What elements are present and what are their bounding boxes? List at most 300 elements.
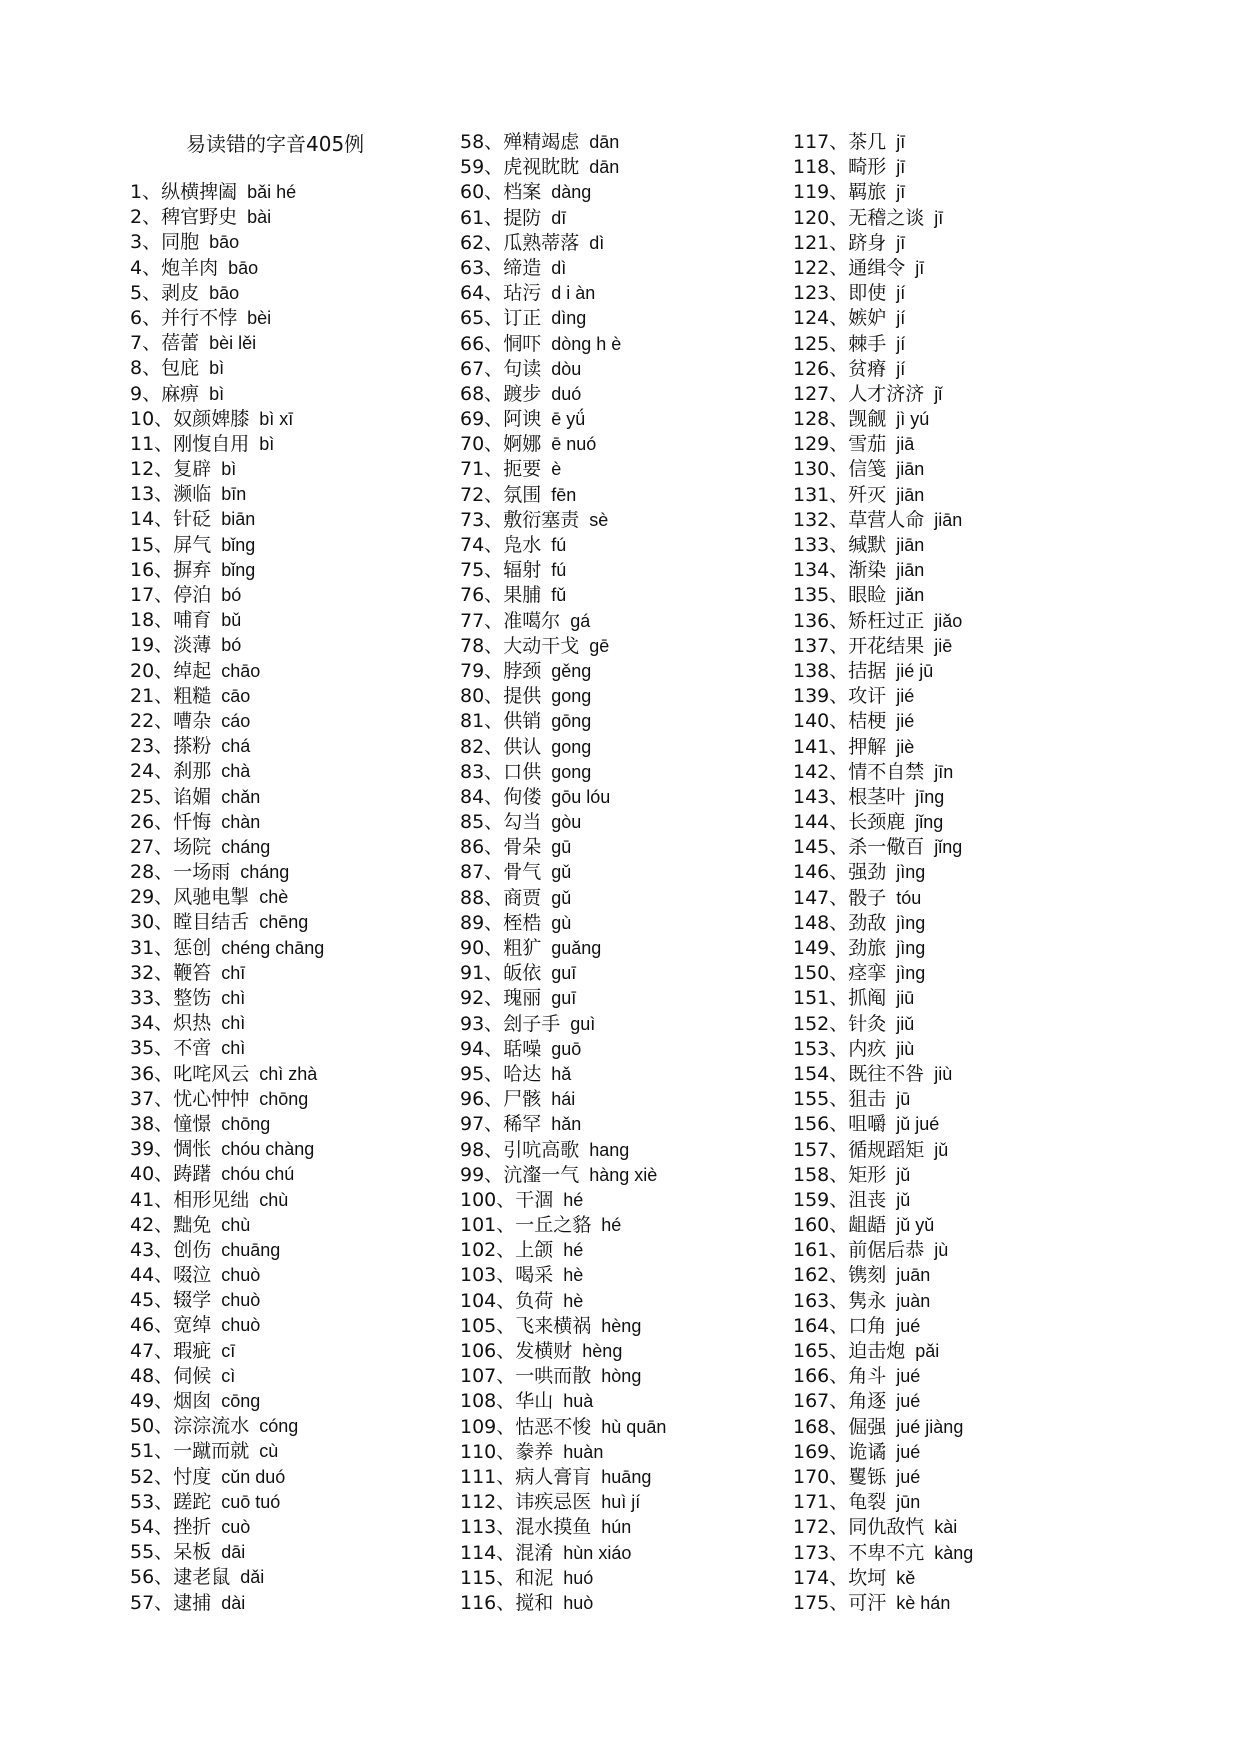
item-pinyin: bèi <box>247 307 272 328</box>
item-word: 迫击炮 <box>848 1340 906 1362</box>
list-item <box>460 659 790 684</box>
item-number: 4、 <box>130 256 162 279</box>
item-number: 170、 <box>793 1465 849 1488</box>
item-word: 和泥 <box>515 1566 554 1589</box>
list-item <box>130 1515 460 1540</box>
item-number: 163、 <box>793 1289 849 1312</box>
list-item <box>130 558 460 583</box>
item-number: 103、 <box>460 1264 516 1287</box>
item-word: 一蹴而就 <box>173 1440 250 1463</box>
item-word: 眼睑 <box>848 584 887 607</box>
list-item <box>130 1263 460 1288</box>
list-item <box>130 1238 460 1263</box>
list-item <box>793 306 1123 331</box>
item-number: 100、 <box>460 1188 516 1211</box>
list-item <box>460 508 790 533</box>
list-item <box>130 1389 460 1414</box>
item-number: 43、 <box>130 1238 174 1261</box>
list-item <box>130 608 460 633</box>
list-item <box>793 961 1123 986</box>
item-word: 矫枉过正 <box>848 609 925 632</box>
list-item <box>460 1112 790 1137</box>
item-number: 161、 <box>793 1239 849 1262</box>
item-number: 122、 <box>793 256 849 279</box>
list-item <box>460 533 790 558</box>
item-word: 伺候 <box>173 1364 212 1387</box>
item-number: 127、 <box>793 382 849 405</box>
item-pinyin: gong <box>551 686 592 707</box>
item-word: 干涸 <box>515 1188 554 1211</box>
list-item <box>130 1364 460 1389</box>
item-word: 角斗 <box>848 1365 887 1388</box>
item-word: 殚精竭虑 <box>503 131 580 153</box>
item-word: 惆怅 <box>173 1138 212 1161</box>
item-number: 82、 <box>460 735 504 758</box>
item-number: 42、 <box>130 1213 174 1236</box>
item-number: 116、 <box>460 1591 516 1614</box>
list-item <box>130 331 460 356</box>
list-item <box>130 407 460 432</box>
list-item <box>460 558 790 583</box>
item-number: 17、 <box>130 584 174 606</box>
item-number: 123、 <box>793 282 849 305</box>
list-item <box>793 684 1123 709</box>
item-number: 45、 <box>130 1289 174 1312</box>
list-item <box>130 281 460 306</box>
list-item <box>793 1415 1123 1440</box>
list-item <box>130 684 460 709</box>
item-number: 158、 <box>793 1163 849 1186</box>
list-item <box>460 1037 790 1062</box>
item-word: 棘手 <box>848 332 887 355</box>
item-number: 10、 <box>130 407 174 430</box>
list-item <box>793 1566 1123 1591</box>
item-pinyin: fú <box>551 535 567 555</box>
item-number: 11、 <box>130 432 174 455</box>
item-pinyin: jī <box>896 157 906 178</box>
item-number: 39、 <box>130 1138 174 1161</box>
column-3 <box>793 130 1123 1616</box>
item-word: 发横财 <box>515 1340 573 1362</box>
item-number: 41、 <box>130 1188 174 1211</box>
item-number: 160、 <box>793 1214 849 1237</box>
item-pinyin: guō <box>551 1038 582 1059</box>
item-word: 整饬 <box>173 987 212 1009</box>
item-pinyin: bó <box>221 585 242 605</box>
item-number: 136、 <box>793 609 849 632</box>
item-pinyin: gěng <box>551 660 592 681</box>
list-item <box>460 634 790 659</box>
item-word: 羁旅 <box>848 181 887 204</box>
item-number: 124、 <box>793 307 849 330</box>
list-item <box>130 1112 460 1137</box>
item-pinyin: chè <box>259 887 289 908</box>
item-number: 149、 <box>793 937 849 959</box>
item-pinyin: hǎn <box>551 1114 582 1135</box>
item-word: 讳疾忌医 <box>515 1491 592 1514</box>
item-number: 38、 <box>130 1112 174 1135</box>
item-number: 168、 <box>793 1415 849 1438</box>
item-pinyin: gōng <box>551 711 592 732</box>
list-item <box>793 835 1123 860</box>
item-word: 黜免 <box>173 1213 212 1236</box>
item-word: 不卑不亢 <box>848 1541 925 1564</box>
item-word: 缄默 <box>848 534 887 556</box>
item-word: 可汗 <box>848 1591 887 1614</box>
list-item <box>793 130 1123 155</box>
item-pinyin: jué <box>896 1391 921 1412</box>
item-number: 113、 <box>460 1516 516 1539</box>
item-word: 摒弃 <box>173 558 212 581</box>
item-pinyin: dòng h è <box>551 333 622 354</box>
list-item <box>793 1112 1123 1137</box>
item-number: 68、 <box>460 382 504 405</box>
list-item <box>460 886 790 911</box>
item-word: 脖颈 <box>503 659 542 682</box>
item-word: 惩创 <box>173 936 212 959</box>
item-word: 蹉跎 <box>173 1490 212 1513</box>
item-word: 稗官野史 <box>161 206 238 229</box>
list-item <box>130 734 460 759</box>
item-pinyin: jiān <box>896 560 925 581</box>
item-number: 165、 <box>793 1340 849 1362</box>
item-pinyin: fēn <box>551 484 577 505</box>
item-number: 98、 <box>460 1138 504 1161</box>
item-pinyin: fǔ <box>551 585 567 606</box>
list-item <box>793 1062 1123 1087</box>
item-word: 混水摸鱼 <box>515 1516 592 1539</box>
list-item <box>460 835 790 860</box>
item-number: 33、 <box>130 987 174 1009</box>
list-item <box>793 332 1123 357</box>
item-word: 口供 <box>503 760 542 783</box>
item-word: 供销 <box>503 710 542 733</box>
item-word: 聒噪 <box>503 1037 542 1060</box>
item-word: 呆板 <box>173 1541 212 1564</box>
item-number: 15、 <box>130 533 174 556</box>
list-item <box>460 911 790 936</box>
item-pinyin: chù <box>221 1214 251 1235</box>
item-word: 句读 <box>503 357 542 380</box>
item-pinyin: chì <box>221 1013 246 1034</box>
item-number: 23、 <box>130 735 174 758</box>
item-number: 53、 <box>130 1490 174 1513</box>
item-word: 隽永 <box>848 1289 887 1312</box>
item-word: 缔造 <box>503 256 542 279</box>
item-pinyin: cāo <box>221 685 251 706</box>
list-item <box>460 1389 790 1414</box>
list-item <box>793 1289 1123 1314</box>
item-word: 沆瀣一气 <box>503 1163 580 1186</box>
item-pinyin: bì <box>259 433 275 454</box>
item-number: 115、 <box>460 1566 516 1589</box>
item-number: 114、 <box>460 1541 516 1564</box>
item-word: 敷衍塞责 <box>503 508 580 531</box>
list-item <box>460 684 790 709</box>
item-pinyin: dài <box>221 1592 246 1613</box>
item-word: 逮捕 <box>173 1591 212 1614</box>
item-word: 骰子 <box>848 886 887 909</box>
item-pinyin: hèng <box>601 1315 642 1336</box>
item-number: 138、 <box>793 659 849 682</box>
item-number: 117、 <box>793 131 849 153</box>
item-pinyin: jìng <box>896 912 926 933</box>
item-pinyin: jìng <box>896 938 926 958</box>
item-number: 58、 <box>460 131 504 153</box>
item-word: 豢养 <box>515 1440 554 1463</box>
list-item <box>793 1163 1123 1188</box>
item-pinyin: hùn xiáo <box>563 1542 632 1563</box>
item-number: 24、 <box>130 760 174 783</box>
item-number: 147、 <box>793 886 849 909</box>
item-number: 105、 <box>460 1314 516 1337</box>
item-number: 148、 <box>793 911 849 934</box>
item-pinyin: jué jiàng <box>896 1416 964 1437</box>
list-item <box>130 205 460 230</box>
item-pinyin: hù quān <box>601 1416 667 1437</box>
item-word: 一场雨 <box>173 861 231 884</box>
list-item <box>793 558 1123 583</box>
item-number: 108、 <box>460 1390 516 1413</box>
item-pinyin: jǔ yǔ <box>896 1215 935 1236</box>
list-item <box>130 1313 460 1338</box>
item-number: 34、 <box>130 1012 174 1035</box>
item-word: 内疚 <box>848 1037 887 1060</box>
item-pinyin: cuò <box>221 1516 251 1537</box>
list-item <box>460 357 790 382</box>
item-pinyin: dī <box>551 207 567 228</box>
list-item <box>130 759 460 784</box>
item-pinyin: jī <box>934 207 944 228</box>
list-item <box>460 332 790 357</box>
item-pinyin: bǐng <box>221 534 256 555</box>
item-number: 104、 <box>460 1289 516 1312</box>
list-item <box>460 936 790 961</box>
item-number: 19、 <box>130 634 174 657</box>
item-word: 开花结果 <box>848 634 925 657</box>
item-word: 阿谀 <box>503 408 542 431</box>
item-word: 咀嚼 <box>848 1113 887 1136</box>
list-item <box>130 1540 460 1565</box>
item-word: 循规蹈矩 <box>848 1138 925 1161</box>
list-item <box>130 633 460 658</box>
item-number: 107、 <box>460 1365 516 1388</box>
item-word: 鞭笞 <box>173 961 212 984</box>
item-number: 164、 <box>793 1314 849 1337</box>
item-pinyin: jù <box>934 1240 949 1261</box>
list-item <box>793 281 1123 306</box>
list-item <box>460 1364 790 1389</box>
item-pinyin: chì <box>221 988 246 1008</box>
item-word: 麻痹 <box>161 382 200 405</box>
list-item <box>460 609 790 634</box>
list-item <box>793 457 1123 482</box>
list-item <box>130 533 460 558</box>
item-pinyin: jī <box>896 232 906 253</box>
item-word: 尸骸 <box>503 1088 542 1111</box>
item-number: 61、 <box>460 206 504 229</box>
item-pinyin: huò <box>563 1592 594 1613</box>
item-word: 蓓蕾 <box>161 332 200 355</box>
item-pinyin: cī <box>221 1340 236 1361</box>
list-item <box>793 886 1123 911</box>
item-word: 情不自禁 <box>848 760 925 783</box>
item-pinyin: huì jí <box>601 1492 641 1513</box>
list-item <box>460 1566 790 1591</box>
item-word: 瓜熟蒂落 <box>503 231 580 254</box>
item-pinyin: cì <box>221 1365 236 1386</box>
item-pinyin: jiè <box>896 736 915 757</box>
item-word: 贫瘠 <box>848 357 887 380</box>
item-word: 角逐 <box>848 1390 887 1413</box>
list-item <box>460 1591 790 1616</box>
list-item <box>793 1440 1123 1465</box>
item-pinyin: chāo <box>221 660 261 681</box>
item-pinyin: juàn <box>896 1290 931 1311</box>
item-number: 135、 <box>793 584 849 607</box>
list-item <box>793 533 1123 558</box>
item-pinyin: dì <box>551 257 567 278</box>
item-pinyin: hé <box>563 1189 584 1210</box>
item-number: 9、 <box>130 382 162 405</box>
item-pinyin: jì yú <box>896 409 930 430</box>
list-item <box>130 1188 460 1213</box>
item-number: 126、 <box>793 357 849 380</box>
item-pinyin: cháng <box>240 862 290 883</box>
item-word: 啜泣 <box>173 1264 212 1287</box>
item-word: 扼要 <box>503 458 542 481</box>
item-pinyin: bāo <box>228 257 259 278</box>
item-number: 6、 <box>130 306 162 329</box>
list-item <box>460 483 790 508</box>
item-word: 桔梗 <box>848 710 887 733</box>
item-pinyin: jīn <box>934 761 954 782</box>
item-pinyin: jié <box>896 711 915 732</box>
item-pinyin: hang <box>589 1139 630 1160</box>
list-item <box>130 1162 460 1187</box>
item-number: 67、 <box>460 357 504 380</box>
list-item <box>130 306 460 331</box>
list-item <box>460 306 790 331</box>
item-number: 57、 <box>130 1591 174 1614</box>
item-pinyin: jié <box>896 686 915 707</box>
item-number: 25、 <box>130 785 174 808</box>
item-pinyin: cǔn duó <box>221 1466 286 1487</box>
item-pinyin: jiān <box>896 459 925 480</box>
list-item <box>793 785 1123 810</box>
item-word: 拮据 <box>848 659 887 682</box>
item-pinyin: chù <box>259 1189 289 1210</box>
item-number: 12、 <box>130 458 174 481</box>
item-number: 79、 <box>460 659 504 682</box>
item-pinyin: bì <box>221 459 237 480</box>
item-pinyin: jī <box>896 182 906 203</box>
list-item <box>460 760 790 785</box>
item-number: 5、 <box>130 281 162 304</box>
list-item <box>460 1238 790 1263</box>
item-pinyin: chuāng <box>221 1239 281 1260</box>
list-item <box>130 1439 460 1464</box>
item-number: 153、 <box>793 1037 849 1060</box>
item-pinyin: jìng <box>896 963 926 984</box>
item-number: 75、 <box>460 559 504 582</box>
item-word: 淡薄 <box>173 634 212 657</box>
list-item <box>793 1541 1123 1566</box>
item-number: 76、 <box>460 584 504 607</box>
item-pinyin: dàng <box>551 182 592 203</box>
item-number: 48、 <box>130 1364 174 1387</box>
item-pinyin: kàng <box>934 1542 974 1563</box>
item-word: 氛围 <box>503 483 542 506</box>
item-word: 相形见绌 <box>173 1188 250 1211</box>
item-word: 创伤 <box>173 1238 212 1261</box>
item-number: 120、 <box>793 206 849 229</box>
item-number: 146、 <box>793 861 849 884</box>
item-pinyin: ē nuó <box>551 434 597 455</box>
item-pinyin: bǔ <box>221 610 242 631</box>
item-number: 110、 <box>460 1440 516 1463</box>
item-number: 137、 <box>793 634 849 657</box>
list-item <box>460 1138 790 1163</box>
item-number: 70、 <box>460 433 504 456</box>
list-item <box>130 1591 460 1616</box>
item-number: 139、 <box>793 685 849 708</box>
item-pinyin: chì <box>221 1038 246 1059</box>
item-number: 46、 <box>130 1314 174 1337</box>
list-item <box>793 407 1123 432</box>
item-number: 30、 <box>130 911 174 934</box>
list-item <box>460 1440 790 1465</box>
item-pinyin: jiān <box>896 484 925 505</box>
item-pinyin: chī <box>221 962 246 983</box>
item-word: 病人膏肓 <box>515 1465 592 1488</box>
item-word: 订正 <box>503 307 542 330</box>
item-number: 66、 <box>460 332 504 355</box>
item-word: 坎坷 <box>848 1566 887 1589</box>
item-word: 绰起 <box>173 659 212 682</box>
page-title: 易读错的字音405例 <box>186 132 365 156</box>
item-pinyin: è <box>551 459 562 480</box>
item-number: 109、 <box>460 1415 516 1438</box>
item-pinyin: bài <box>247 207 272 228</box>
item-number: 169、 <box>793 1440 849 1463</box>
list-item <box>130 356 460 381</box>
item-word: 既往不咎 <box>848 1062 925 1085</box>
item-pinyin: dǎi <box>240 1567 265 1588</box>
list-item <box>793 155 1123 180</box>
list-item <box>793 508 1123 533</box>
item-word: 抓阄 <box>848 987 887 1010</box>
item-pinyin: jū <box>896 1089 911 1110</box>
item-pinyin: ē yǘ <box>551 409 586 430</box>
item-pinyin: jiū <box>896 988 915 1009</box>
item-pinyin: jiān <box>934 509 963 530</box>
item-number: 32、 <box>130 961 174 984</box>
list-item <box>793 1389 1123 1414</box>
item-number: 88、 <box>460 886 504 909</box>
list-item <box>460 1188 790 1213</box>
list-item <box>460 256 790 281</box>
item-number: 72、 <box>460 483 504 506</box>
item-pinyin: jǔ jué <box>896 1114 940 1135</box>
item-pinyin: hé <box>601 1215 622 1236</box>
item-number: 93、 <box>460 1012 504 1035</box>
item-pinyin: duó <box>551 383 582 404</box>
item-number: 134、 <box>793 559 849 582</box>
item-number: 51、 <box>130 1440 174 1463</box>
item-pinyin: gong <box>551 736 592 757</box>
list-item <box>793 1339 1123 1364</box>
